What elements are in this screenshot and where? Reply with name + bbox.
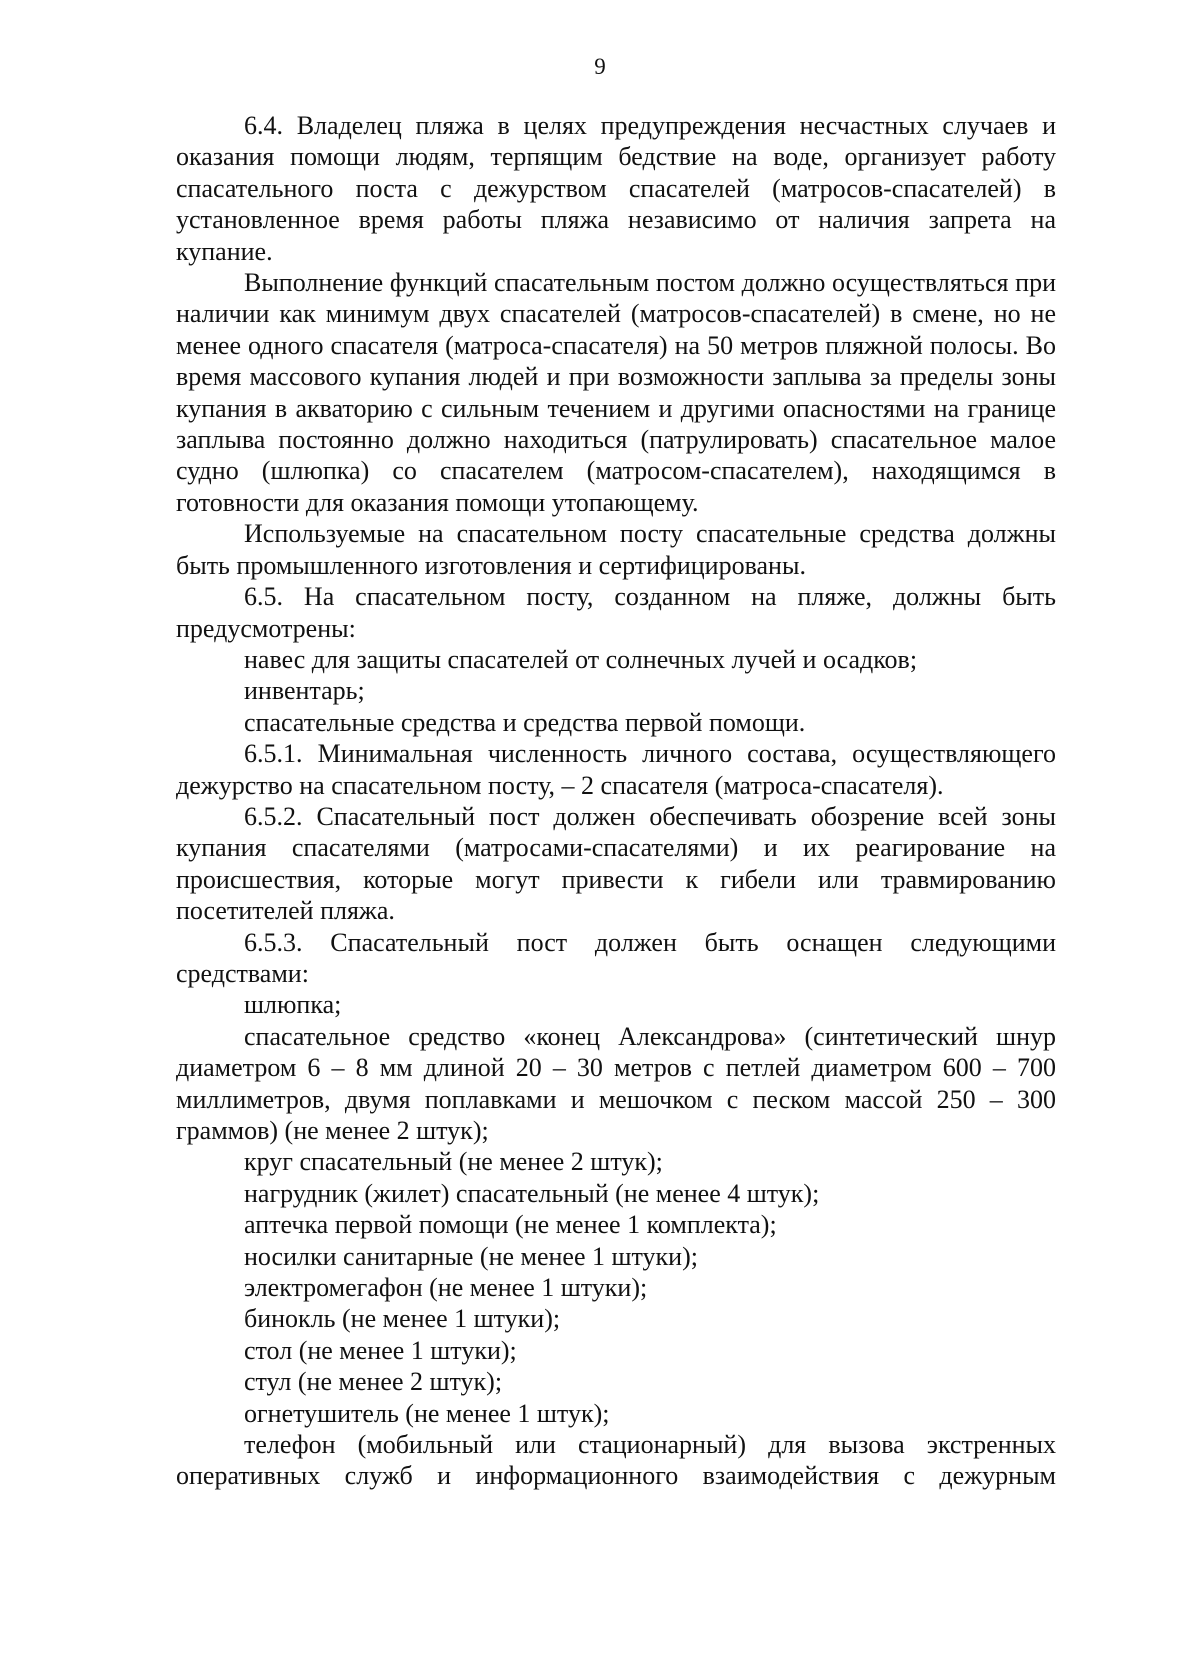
list-item-inventory: инвентарь; <box>244 676 365 706</box>
paragraph-rescue-post-functions: Выполнение функций спасательным постом должно осуществляться при наличии как минимум двух спасателей (матросов-спасателей) в смене, но не менее одного спасателя (матроса-спасателя) на 50 метров пляжной полосы. Во время массового купания людей и при возможности заплыва за пределы зоны купания в акваторию с сильным течением и другими опасностями на границе заплыва постоянно должно находиться (патрулировать) спасательное малое судно (шлюпка) со спасателем (матросом-спасателем), находящимся в готовности для оказания помощи утопающему. <box>176 268 1056 517</box>
list-item-binoculars: бинокль (не менее 1 штуки); <box>244 1304 561 1334</box>
list-item-life-vest: нагрудник (жилет) спасательный (не менее 4 штук); <box>244 1178 820 1208</box>
document-body <box>176 110 1056 1492</box>
list-item-table: стол (не менее 1 штуки); <box>244 1335 517 1365</box>
paragraph-certified-equipment: Используемые на спасательном посту спасательные средства должны быть промышленного изготовления и сертифицированы. <box>176 519 1056 580</box>
paragraph-6-4: 6.4. Владелец пляжа в целях предупреждения несчастных случаев и оказания помощи людям, терпящим бедствие на воде, организует работу спасательного поста с дежурством спасателей (матросов-спасателей) в установленное время работы пляжа независимо от наличия запрета на купание. <box>176 111 1056 266</box>
paragraph-6-5: 6.5. На спасательном посту, созданном на пляже, должны быть предусмотрены: <box>176 582 1056 643</box>
list-item-boat: шлюпка; <box>244 990 342 1020</box>
list-item-megaphone: электромегафон (не менее 1 штуки); <box>244 1273 648 1303</box>
list-item-first-aid-kit: аптечка первой помощи (не менее 1 комплекта); <box>244 1210 777 1240</box>
list-item-stretcher: носилки санитарные (не менее 1 штуки); <box>244 1241 698 1271</box>
paragraph-6-5-2: 6.5.2. Спасательный пост должен обеспечивать обозрение всей зоны купания спасателями (матросами-спасателями) и их реагирование на происшествия, которые могут привести к гибели или травмированию посетителей пляжа. <box>176 801 1056 926</box>
list-item-alexandrov-rope: спасательное средство «конец Александрова» (синтетический шнур диаметром 6 – 8 мм длиной 20 – 30 метров с петлей диаметром 600 – 700 миллиметров, двумя поплавками и мешочком с песком массой 250 – 300 граммов) (не менее 2 штук); <box>176 1021 1056 1145</box>
list-item-chair: стул (не менее 2 штук); <box>244 1367 503 1397</box>
list-item-telephone: телефон (мобильный или стационарный) для вызова экстренных оперативных служб и информационного взаимодействия с дежурным <box>176 1430 1056 1491</box>
list-item-fire-extinguisher: огнетушитель (не менее 1 штук); <box>244 1398 610 1428</box>
paragraph-6-5-1: 6.5.1. Минимальная численность личного состава, осуществляющего дежурство на спасательном посту, – 2 спасателя (матроса-спасателя). <box>176 739 1056 800</box>
list-item-rescue-and-first-aid: спасательные средства и средства первой помощи. <box>244 707 806 737</box>
list-item-lifebuoy: круг спасательный (не менее 2 штук); <box>244 1147 663 1177</box>
list-item-canopy: навес для защиты спасателей от солнечных лучей и осадков; <box>244 644 918 674</box>
paragraph-6-5-3: 6.5.3. Спасательный пост должен быть оснащен следующими средствами: <box>176 927 1056 988</box>
page-number: 9 <box>594 54 606 79</box>
